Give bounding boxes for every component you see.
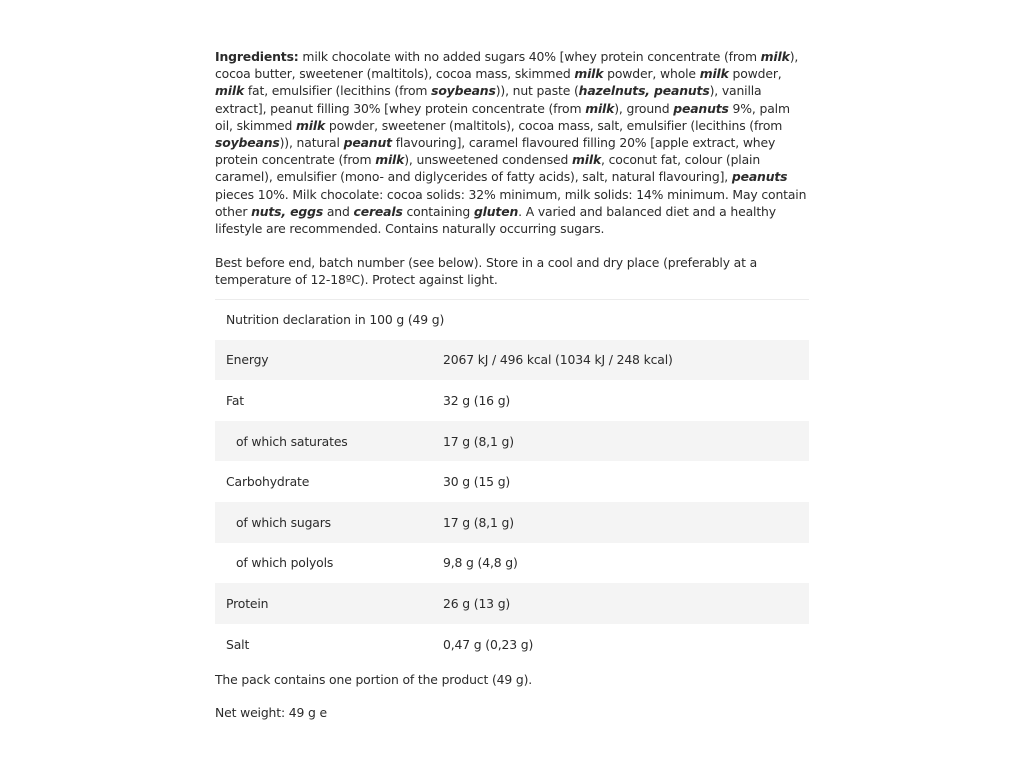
nutrition-row [215, 624, 809, 665]
ingredient-text: ), cocoa butter, sweetener (maltitols), cocoa mass, skimmed [215, 49, 799, 82]
allergen-text: cereals [353, 203, 403, 219]
allergen-text: soybeans [431, 83, 496, 99]
nutrient-value: 9,8 g (4,8 g) [443, 555, 518, 571]
storage-instructions: Best before end, batch number (see below). Store in a cool and dry place (preferably at a temperature of 12-18ºC). Protect against light. [215, 255, 758, 288]
allergen-text: gluten [473, 203, 519, 219]
nutrition-row [215, 340, 809, 381]
nutrient-value: 17 g (8,1 g) [443, 502, 809, 543]
portion-note: The pack contains one portion of the product (49 g). [215, 672, 533, 688]
ingredient-text: . A varied and balanced diet and a healthy lifestyle are recommended. Contains naturally occurring sugars. [215, 203, 776, 237]
allergen-text: soybeans [215, 135, 280, 151]
ingredient-text: fat, emulsifier (lecithins (from [244, 83, 432, 99]
nutrient-value: 17 g (8,1 g) [443, 421, 809, 462]
ingredient-text: ), ground [614, 100, 674, 116]
nutrition-row [215, 461, 809, 502]
nutrient-label: Salt [226, 636, 250, 652]
nutrient-value: 0,47 g (0,23 g) [443, 636, 534, 652]
allergen-text: milk [572, 152, 602, 168]
ingredient-text: powder, [728, 66, 782, 82]
net-weight: Net weight: 49 g e [215, 705, 328, 721]
nutrition-row [215, 583, 809, 624]
nutrition-row [215, 421, 809, 462]
allergen-text: nuts, eggs [251, 203, 324, 219]
nutrient-label: of which polyols [236, 555, 334, 571]
nutrient-label: Fat [226, 393, 244, 409]
ingredient-text: ), unsweetened condensed [404, 152, 572, 168]
ingredient-text: milk chocolate with no added sugars 40% [whey protein concentrate (from [298, 49, 761, 64]
allergen-text: peanuts [731, 169, 788, 185]
ingredient-text: )), natural [279, 135, 344, 151]
product-details [215, 48, 809, 720]
nutrient-value: 30 g (15 g) [443, 474, 511, 490]
ingredient-text: ), vanilla extract], peanut filling 30% [whey protein concentrate (from [215, 83, 762, 116]
ingredients-label: Ingredients: [215, 49, 299, 64]
nutrition-row [215, 543, 809, 584]
nutrition-row [215, 380, 809, 421]
nutrient-value: 2067 kJ / 496 kcal (1034 kJ / 248 kcal) [443, 340, 809, 381]
nutrition-header: Nutrition declaration in 100 g (49 g) [226, 312, 445, 328]
allergen-text: peanuts [673, 100, 729, 116]
ingredient-text: containing [402, 203, 474, 219]
allergen-text: milk [574, 66, 604, 82]
nutrition-header-row [215, 300, 809, 340]
ingredient-text: powder, whole [603, 66, 700, 82]
nutrient-label: Carbohydrate [226, 474, 310, 490]
ingredients-text [215, 49, 806, 236]
ingredients-paragraph [215, 48, 809, 237]
nutrient-label: Energy [215, 340, 443, 381]
nutrition-table [215, 300, 809, 665]
ingredient-text: and [323, 203, 354, 219]
nutrition-row [215, 502, 809, 543]
ingredient-text: 9%, palm oil, skimmed [215, 100, 790, 133]
nutrient-value: 26 g (13 g) [443, 583, 809, 624]
ingredient-text: powder, sweetener (maltitols), cocoa mass, salt, emulsifier (lecithins (from [325, 117, 783, 133]
ingredient-text: flavouring], caramel flavoured filling 20% [apple extract, whey protein concentrate (from [215, 135, 776, 168]
allergen-text: milk [215, 83, 245, 99]
allergen-text: milk [699, 66, 729, 82]
allergen-text: peanut [343, 135, 392, 151]
allergen-text: milk [760, 49, 790, 64]
allergen-text: milk [585, 100, 615, 116]
nutrient-label: of which sugars [215, 502, 443, 543]
nutrient-label: of which saturates [215, 421, 443, 462]
ingredient-text: )), nut paste ( [495, 83, 579, 99]
nutrient-label: Protein [215, 583, 443, 624]
ingredient-text: , coconut fat, colour (plain caramel), emulsifier (mono- and diglycerides of fatty acids), salt, natural flavouring], [215, 152, 761, 185]
ingredient-text: pieces 10%. Milk chocolate: cocoa solids: 32% minimum, milk solids: 14% minimum. May contain other [215, 186, 807, 219]
nutrient-value: 32 g (16 g) [443, 393, 511, 409]
allergen-text: milk [296, 117, 326, 133]
allergen-text: milk [375, 152, 405, 168]
allergen-text: hazelnuts, peanuts [578, 83, 710, 99]
